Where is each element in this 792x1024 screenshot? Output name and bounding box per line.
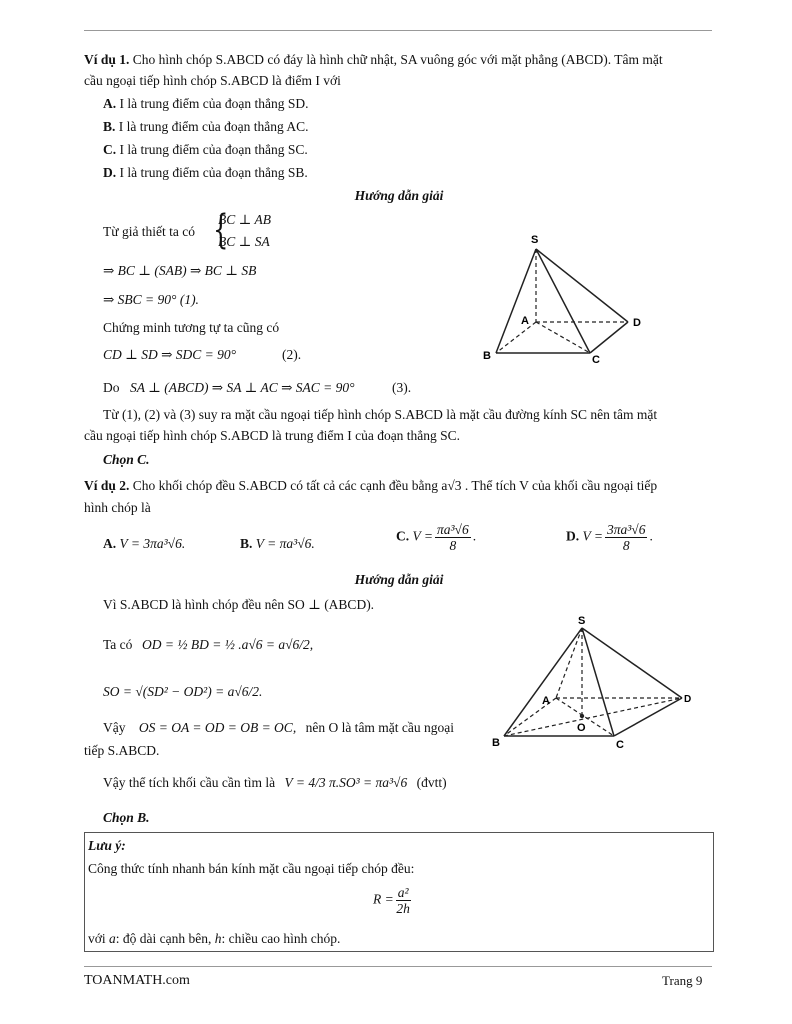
- ex1-step3-num: (2).: [282, 347, 302, 362]
- ex2-option-c: C. V = $\frac{\text{πa³√6}}{8}$ .: [396, 522, 477, 553]
- footer-page-number: Trang 9: [662, 973, 703, 988]
- ex1-option-c: C. I là trung điểm của đoạn thẳng SC.: [103, 142, 308, 157]
- ex1-guide-title: Hướng dẫn giải: [354, 188, 444, 203]
- ex2-text-line2: hình chóp là: [84, 500, 151, 515]
- ex1-answer: Chọn C.: [103, 452, 150, 467]
- ex2-line5: tiếp S.ABCD.: [84, 743, 160, 758]
- ex1-given-eq1: BC ⊥ AB: [218, 212, 271, 227]
- ex2-pyramid-figure: [490, 612, 690, 754]
- ex2-line6: Vậy thể tích khối cầu cần tìm là V = 4/3 π.SO³ = πa³√6 (đvtt): [103, 775, 447, 790]
- note-text: Công thức tính nhanh bán kính mặt cầu ngoại tiếp chóp đều:: [88, 861, 415, 876]
- note-footer: với a: độ dài cạnh bên, h: chiều cao hình chóp.: [88, 931, 341, 946]
- ex2-guide-title: Hướng dẫn giải: [354, 572, 444, 587]
- header-rule: [84, 30, 712, 31]
- ex1-label: Ví dụ 1.: [84, 52, 130, 67]
- note-title: Lưu ý:: [88, 838, 126, 853]
- ex1-step4-pre: Do: [103, 380, 120, 395]
- ex2-label-c: C: [616, 739, 624, 751]
- ex1-label-c: C: [592, 354, 600, 366]
- ex1-step1: ⇒ BC ⊥ (SAB) ⇒ BC ⊥ SB: [103, 263, 257, 278]
- ex1-label-d: D: [633, 317, 641, 329]
- ex1-brace: {: [213, 207, 229, 253]
- ex1-line1: [84, 52, 663, 68]
- ex2-option-b: B. V = πa³√6.: [240, 536, 315, 551]
- ex1-step4-num: (3).: [392, 380, 412, 395]
- ex1-pyramid-figure: [478, 232, 658, 367]
- ex2-line1-text: Vì S.ABCD là hình chóp đều nên SO ⊥ (ABCD).: [103, 597, 375, 612]
- ex1-similar-text: Chứng minh tương tự ta cũng có: [103, 320, 280, 335]
- ex1-text-line1: Cho hình chóp S.ABCD có đáy là hình chữ nhật, SA vuông góc với mặt phẳng (ABCD). Tâm mặt: [132, 52, 663, 67]
- ex2-label-o: O: [577, 722, 586, 734]
- ex1-label-b: B: [483, 350, 491, 362]
- ex1-option-d: D. I là trung điểm của đoạn thẳng SB.: [103, 165, 308, 180]
- ex1-option-b: B. I là trung điểm của đoạn thẳng AC.: [103, 119, 309, 134]
- ex1-label-a: A: [521, 315, 529, 327]
- ex2-text-line1: Cho khối chóp đều S.ABCD có tất cả các cạnh đều bằng a√3 . Thể tích V của khối cầu ngoại tiếp: [132, 478, 658, 493]
- ex2-label-b: B: [492, 737, 500, 749]
- ex2-label: Ví dụ 2.: [84, 478, 130, 493]
- note-formula: R = $\frac{\text{a²}}{2h}$: [373, 885, 410, 916]
- ex2-label-s: S: [578, 615, 586, 627]
- ex2-line4: Vậy OS = OA = OD = OB = OC, nên O là tâm mặt cầu ngoại: [103, 720, 455, 735]
- ex2-line2: OD = ½ BD = ½ .a√6 = a√6/2,: [142, 637, 314, 652]
- ex1-step2: ⇒ SBC = 90° (1).: [103, 292, 199, 307]
- ex1-conclusion-line2: cầu ngoại tiếp hình chóp S.ABCD là trung điểm I của đoạn thẳng SC.: [84, 428, 461, 443]
- footer-site: TOANMATH.com: [84, 973, 190, 988]
- ex1-given-eq2: BC ⊥ SA: [218, 234, 270, 249]
- ex2-line1: [84, 478, 657, 494]
- ex2-line2-pre: Ta có: [103, 637, 133, 652]
- ex2-option-d: D. V = $\frac{\text{3πa³√6}}{8}$ .: [566, 522, 653, 553]
- ex1-given-text: Từ giả thiết ta có: [103, 224, 196, 239]
- ex2-option-a: A. V = 3πa³√6.: [103, 536, 186, 551]
- ex2-answer: Chọn B.: [103, 810, 150, 825]
- ex1-label-s: S: [531, 234, 539, 246]
- note-box: [84, 832, 714, 952]
- ex2-label-d: D: [684, 694, 692, 705]
- ex2-line3: SO = √(SD² − OD²) = a√6/2.: [103, 684, 263, 699]
- ex1-conclusion-line1: Từ (1), (2) và (3) suy ra mặt cầu ngoại tiếp hình chóp S.ABCD là mặt cầu đường kính SC nên tâm mặt: [103, 407, 658, 422]
- ex1-text-line2: cầu ngoại tiếp hình chóp S.ABCD là điểm I với: [84, 73, 341, 88]
- ex1-option-a: A. I là trung điểm của đoạn thẳng SD.: [103, 96, 309, 111]
- footer-rule: [84, 966, 712, 967]
- ex1-step4: SA ⊥ (ABCD) ⇒ SA ⊥ AC ⇒ SAC = 90°: [130, 380, 355, 395]
- ex2-label-a: A: [542, 695, 550, 707]
- ex1-step3: CD ⊥ SD ⇒ SDC = 90°: [103, 347, 237, 362]
